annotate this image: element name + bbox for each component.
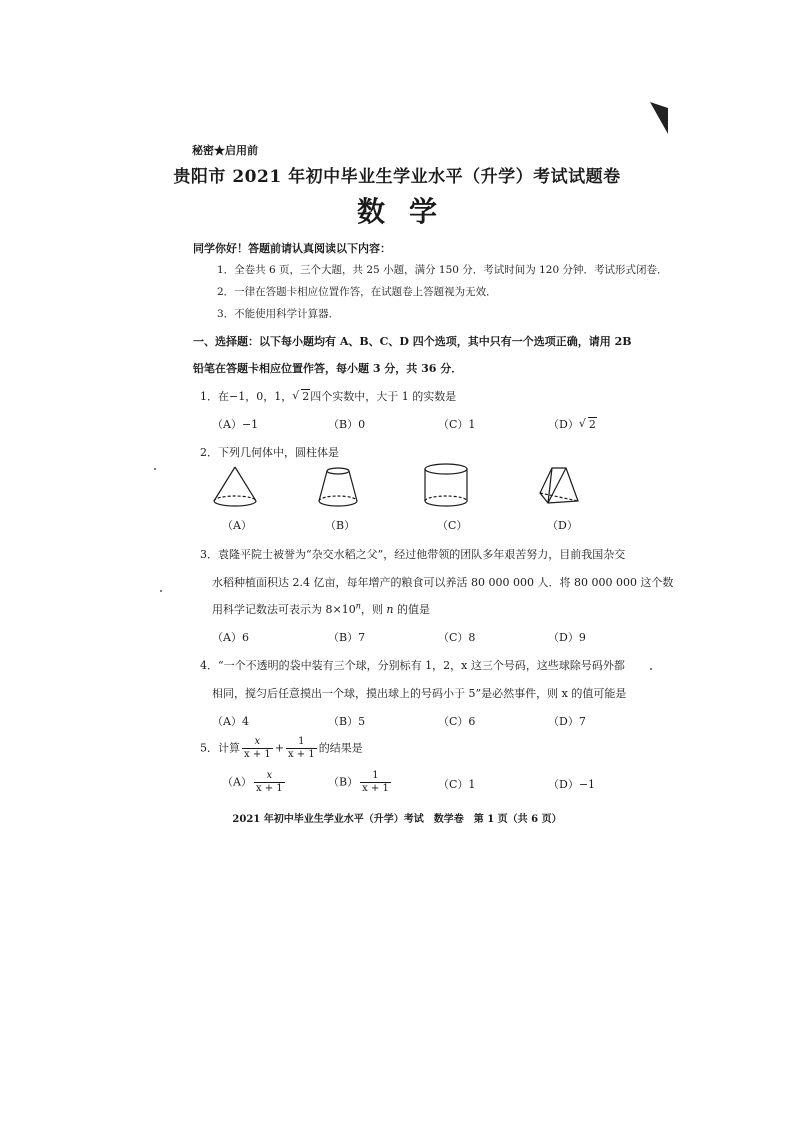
q3-option-b: （B）7 (328, 631, 366, 644)
sqrt-symbol: √ 2 (579, 418, 597, 431)
q4-option-d: （D）7 (548, 715, 586, 728)
q2-option-c: （C） (437, 519, 468, 532)
q2-option-a: （A） (222, 519, 252, 532)
subject-title: 数学 (356, 195, 461, 228)
q4-option-c: （C）6 (438, 715, 476, 728)
question-3-line-1: 3．袁隆平院士被誉为“杂交水稻之父”，经过他带领的团队多年艰苦努力，目前我国杂交 (200, 548, 626, 561)
q1-option-c: （C）1 (438, 418, 476, 431)
section-heading-line-1: 一、选择题：以下每小题均有 A、B、C、D 四个选项，其中只有一个选项正确，请用 2B (193, 335, 632, 348)
scan-speck (154, 468, 156, 470)
q3-option-d: （D）9 (548, 631, 586, 644)
notice-greeting: 同学你好！答题前请认真阅读以下内容： (193, 242, 391, 255)
q5-option-c: （C）1 (438, 778, 476, 791)
q1-option-a: （A）−1 (212, 418, 259, 431)
q5-option-a: （A） $\frac{x}{x + 1}$ (222, 770, 283, 794)
exam-title: 贵阳市 2021 年初中毕业生学业水平（升学）考试试题卷 (173, 167, 621, 187)
q1-text-pre: 1．在−1，0，1， (200, 390, 293, 403)
q4-option-b: （B）5 (328, 715, 366, 728)
section-heading-line-2: 铅笔在答题卡相应位置作答，每小题 3 分，共 36 分． (193, 362, 463, 375)
q1-text-post: 四个实数中，大于 1 的实数是 (310, 390, 457, 403)
q2-option-b: （B） (325, 519, 356, 532)
q1-option-b: （B）0 (328, 418, 366, 431)
page-corner-mark (650, 102, 668, 134)
notice-rule-2: 2．一律在答题卡相应位置作答，在试题卷上答题视为无效． (217, 286, 497, 298)
scan-speck (160, 590, 162, 592)
q3-option-c: （C）8 (438, 631, 476, 644)
fraction: $\frac{1}{x + 1}$ (362, 770, 389, 794)
question-4-line-1: 4．“一个不透明的袋中装有三个球，分别标有 1，2，x 这三个号码，这些球除号码外都 (200, 659, 625, 672)
fraction: $\frac{1}{x + 1}$ (287, 736, 315, 760)
question-2-stem: 2．下列几何体中，圆柱体是 (200, 446, 339, 459)
fraction: $\frac{x}{x + 1}$ (244, 736, 271, 760)
confidential-label: 秘密★启用前 (192, 144, 258, 157)
question-4-line-2: 相同，搅匀后任意摸出一个球，摸出球上的号码小于 5”是必然事件，则 x 的值可能是 (212, 687, 627, 700)
question-1-stem (200, 388, 456, 404)
q5-option-b: （B） $\frac{1}{x + 1}$ (328, 770, 389, 794)
frustum-icon (313, 463, 363, 513)
q2-option-d: （D） (547, 519, 578, 532)
sqrt-symbol: √ 2 (292, 390, 310, 403)
q5-option-d: （D）−1 (548, 778, 596, 791)
pyramid-icon (534, 463, 584, 513)
q4-option-a: （A）4 (212, 715, 249, 728)
cone-icon (210, 463, 260, 513)
question-3-line-2: 水稻种植面积达 2.4 亿亩，每年增产的粮食可以养活 80 000 000 人．将 80 000 000 这个数 (212, 576, 674, 589)
fraction: $\frac{x}{x + 1}$ (255, 770, 283, 794)
cylinder-icon (420, 461, 472, 513)
scan-speck (650, 668, 652, 670)
question-5-stem: 5．计算 $\frac{x}{x + 1}$ + $\frac{1}{x + 1}$ 的结果是 (200, 736, 363, 760)
question-3-line-3: 用科学记数法可表示为 $8\times 10^n$，则 n 的值是 (212, 601, 430, 616)
notice-rule-3: 3．不能使用科学计算器． (217, 308, 340, 320)
notice-rule-1: 1．全卷共 6 页，三个大题，共 25 小题，满分 150 分．考试时间为 120 分钟．考试形式闭卷． (217, 264, 668, 276)
page-footer: 2021 年初中毕业生学业水平（升学）考试 数学卷 第 1 页（共 6 页） (232, 814, 562, 825)
q3-option-a: （A）6 (212, 631, 249, 644)
q1-option-d: （D）√ 2 (548, 416, 597, 432)
